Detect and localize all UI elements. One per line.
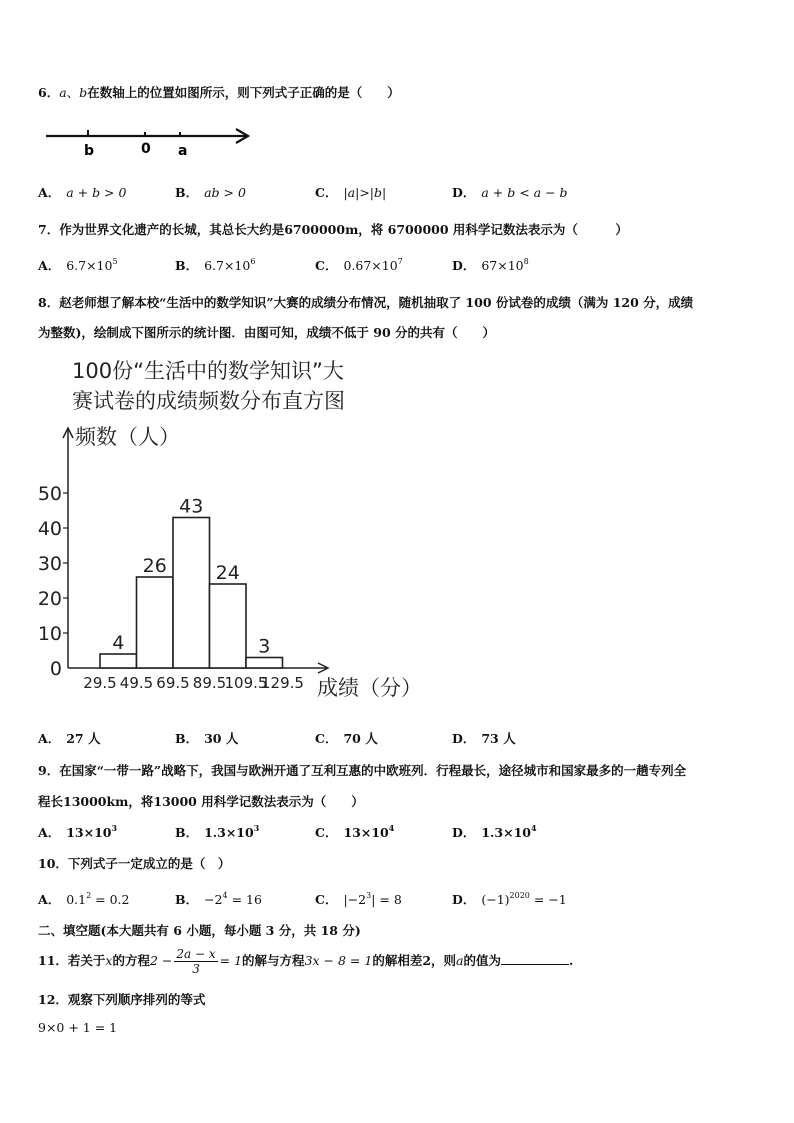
chart-y-tick-label: 10 [37,623,62,645]
chart-y-tick-label: 30 [37,553,62,575]
q12-stem: 12．观察下列顺序排列的等式 [38,992,206,1007]
q10-option-d[interactable]: D． $(-1)^{2020} = -1$ [452,891,567,907]
chart-bar [210,584,247,668]
chart-title-line2: 赛试卷的成绩频数分布直方图 [72,389,345,413]
chart-bar-value-label: 26 [142,555,167,577]
q6-var-a: a [59,85,67,100]
q9-option-d[interactable]: D． $1.3\times 10^4$ [452,823,537,840]
q6-option-d[interactable]: D． a + b < a − b [452,185,568,200]
q12-equation-1: 9×0 + 1 = 1 [38,1020,118,1035]
chart-bar-value-label: 24 [215,562,240,584]
chart-title-line1: 100份“生活中的数学知识”大 [72,359,344,383]
chart-x-tick-label: 49.5 [119,674,154,692]
q8-stem-line1: 8．赵老师想了解本校“生活中的数学知识”大赛的成绩分布情况，随机抽取了 100 份试卷的成绩（满为 120 分，成绩 [38,295,694,310]
q6-stem: 6．a、b在数轴上的位置如图所示，则下列式子正确的是（ ） [38,85,400,100]
number-line-label-a: a [178,143,188,159]
number-line-label-b: b [84,143,95,159]
number-line [0,122,794,172]
chart-bar [246,658,283,669]
q6-option-a[interactable]: A． a + b > 0 [38,185,127,200]
q6-option-c[interactable]: C． |a|>|b| [315,185,387,200]
q9-option-a[interactable]: A． $13\times 10^3$ [38,823,118,840]
q8-option-d[interactable]: D． 73 人 [452,731,516,746]
chart-x-tick-label: 29.5 [83,674,117,692]
chart-xlabel: 成绩（分） [317,676,422,700]
chart-ylabel: 频数（人） [75,425,180,449]
q8-option-b[interactable]: B． 30 人 [175,731,239,746]
chart-bar-value-label: 3 [258,635,271,658]
q7-option-b[interactable]: B． $6.7\times 10^6$ [175,257,256,273]
q8-stem-line2: 为整数)，绘制成下图所示的统计图．由图可知，成绩不低于 90 分的共有（ ） [38,325,496,340]
q6-option-b[interactable]: B． ab > 0 [175,185,246,200]
section-2-heading: 二、填空题(本大题共有 6 小题，每小题 3 分，共 18 分) [38,923,361,938]
q7-option-c[interactable]: C． $0.67\times 10^7$ [315,257,403,273]
q9-option-b[interactable]: B． $1.3\times 10^3$ [175,823,260,840]
chart-x-tick-label: 129.5 [261,674,304,692]
q9-stem-line1: 9．在国家“一带一路”战略下，我国与欧洲开通了互利互惠的中欧班列．行程最长，途径城市和国家最多的一趟专列全 [38,763,687,778]
q9-stem-line2: 程长13000km，将13000 用科学记数法表示为（ ） [38,794,364,809]
chart-y-tick-label: 50 [37,483,62,505]
chart-y-tick-label: 0 [49,658,62,680]
chart-bar [173,518,210,669]
q10-stem: 10．下列式子一定成立的是（ ） [38,856,231,871]
q11-stem: 11．若关于x的方程2 − $\frac{2a - x}{3}$ = 1的解与方程3x − 8 = 1的解相差2，则a的值为 . [38,947,574,976]
chart-x-tick-label: 109.5 [224,674,268,692]
q11-answer-blank[interactable] [501,964,569,965]
chart-bar-value-label: 43 [179,495,204,518]
q10-option-b[interactable]: B． $-2^4 = 16$ [175,891,262,907]
chart-x-tick-label: 69.5 [156,674,190,692]
q9-option-c[interactable]: C． $13\times 10^4$ [315,823,395,840]
q7-option-d[interactable]: D． $67\times 10^8$ [452,257,529,273]
chart-bar [137,577,174,668]
chart-x-tick-label: 89.5 [192,674,227,692]
q6-var-b: b [79,85,88,100]
q10-option-a[interactable]: A． $0.1^2 = 0.2$ [38,891,130,907]
q7-stem: 7．作为世界文化遗产的长城，其总长大约是6700000m，将 6700000 用科学记数法表示为（ ） [38,222,628,237]
q11-fraction: $\frac{2a - x}{3}$ [176,947,216,976]
chart-bar [100,654,137,668]
histogram-chart [30,350,470,710]
q8-option-c[interactable]: C． 70 人 [315,731,378,746]
chart-y-tick-label: 40 [37,518,62,540]
chart-y-tick-label: 20 [37,588,62,610]
chart-bar-value-label: 4 [112,632,125,654]
q10-option-c[interactable]: C． $|-2^3| = 8$ [315,891,402,907]
q8-option-a[interactable]: A． 27 人 [38,731,101,746]
number-line-label-zero: 0 [141,141,151,157]
q7-option-a[interactable]: A． $6.7\times 10^5$ [38,257,118,273]
